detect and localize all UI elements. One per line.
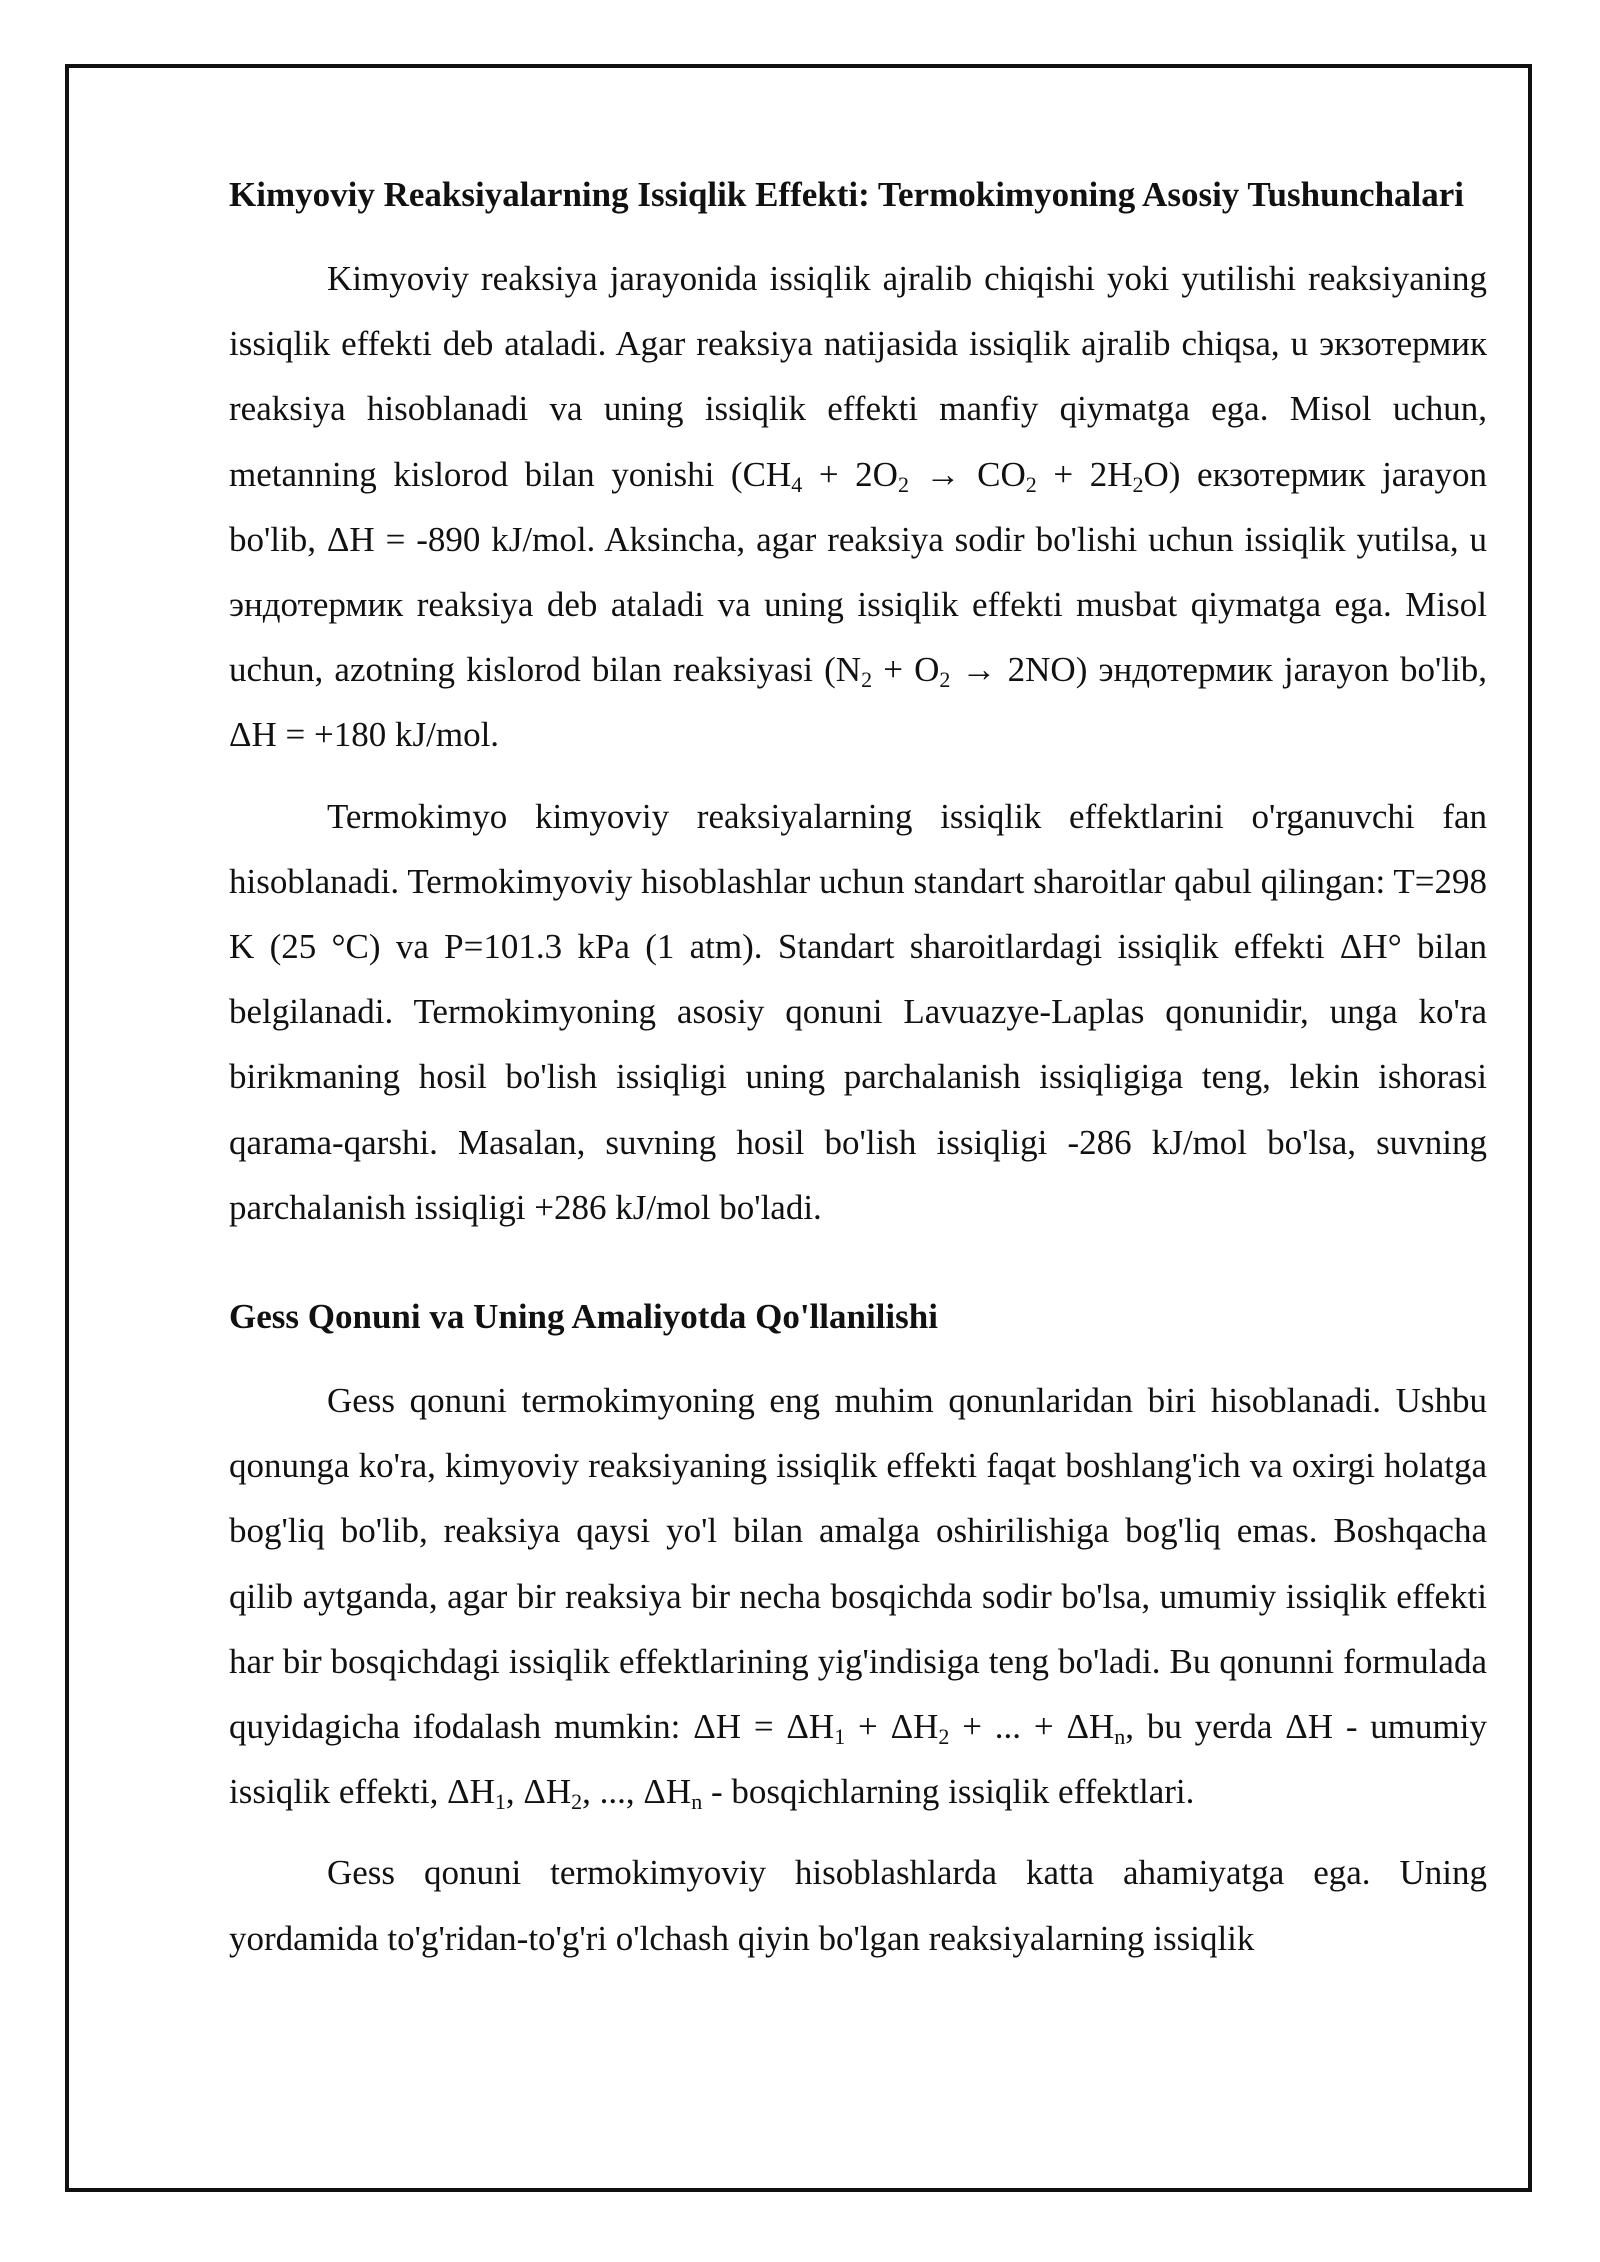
text-run: Kimyoviy reaksiya jarayonida issiqlik ajralib chiqishi yoki yutilishi reaksiyaning issiqlik effekti deb ataladi. Agar reaksiya natijasida issiqlik ajralib chiqsa, u экзотермик reaksiya hisoblanadi va uning issiqlik effekti manfiy qiymatga ega. Misol uchun, metanning kislorod bilan yonishi (CH xyxy=(229,259,1487,494)
document-body xyxy=(229,170,1487,1987)
text-run: , bu yerda ΔH - umumiy issiqlik effekti, ΔH xyxy=(229,1707,1487,1812)
subscript: 2 xyxy=(571,1789,583,1815)
section-heading-hess-law: Gess Qonuni va Uning Amaliyotda Qo'llanilishi xyxy=(229,1297,938,1337)
paragraph-hess-law xyxy=(229,1368,1487,1824)
subscript: 2 xyxy=(1025,471,1037,497)
subscript: 1 xyxy=(494,1789,506,1815)
paragraph-hess-application: Gess qonuni termokimyoviy hisoblashlarda katta ahamiyatga ega. Uning yordamida to'g'ridan-to'g'ri o'lchash qiyin bo'lgan reaksiyalarning issiqlik xyxy=(229,1853,1487,1958)
text-run: O) екзотермик jarayon bo'lib, ΔH = -890 kJ/mol. Aksincha, agar reaksiya sodir bo'lishi uchun issiqlik yutilsa, u эндотермик reaksiya deb ataladi va uning issiqlik effekti musbat qiymatga ega. Misol uchun, azotning kislorod bilan reaksiyasi (N xyxy=(229,454,1488,690)
text-run: , ..., ΔH xyxy=(582,1772,692,1812)
subscript: 2 xyxy=(939,667,951,693)
subscript: n xyxy=(691,1789,703,1815)
subscript: 2 xyxy=(1132,471,1144,497)
subscript: 2 xyxy=(861,667,873,693)
text-run: Gess qonuni termokimyoning eng muhim qonunlaridan biri hisoblanadi. Ushbu qonunga ko'ra, kimyoviy reaksiyaning issiqlik effekti faqat boshlang'ich va oxirgi holatga bog'liq bo'lib, reaksiya qaysi yo'l bilan amalga oshirilishiga bog'liq emas. Boshqacha qilib aytganda, agar bir reaksiya bir necha bosqichda sodir bo'lsa, umumiy issiqlik effekti har bir bosqichdagi issiqlik effektlarining yig'indisiga teng bo'ladi. Bu qonunni formulada quyidagicha ifodalash mumkin: ΔH = ΔH xyxy=(229,1381,1487,1747)
subscript: 2 xyxy=(938,1724,950,1750)
paragraph-standard-conditions: Termokimyo kimyoviy reaksiyalarning issiqlik effektlarini o'rganuvchi fan hisoblanadi. Termokimyoviy hisoblashlar uchun standart sharoitlar qabul qilingan: T=298 K (25 °C) va P=101.3 kPa (1 atm). Standart sharoitlardagi issiqlik effekti ΔH° bilan belgilanadi. Termokimyoning asosiy qonuni Lavuazye-Laplas qonunidir, unga ko'ra birikmaning hosil bo'lish issiqligi uning parchalanish issiqligiga teng, lekin ishorasi qarama-qarshi. Masalan, suvning hosil bo'lish issiqligi -286 kJ/mol bo'lsa, suvning parchalanish issiqligi +286 kJ/mol bo'ladi. xyxy=(229,796,1487,1227)
text-run: , ΔH xyxy=(505,1772,572,1812)
text-run: + ΔH xyxy=(845,1707,939,1747)
text-run: + ... + ΔH xyxy=(949,1707,1115,1747)
text-run: + 2O xyxy=(802,454,898,494)
text-run: + 2H xyxy=(1036,454,1133,494)
subscript: 4 xyxy=(791,471,803,497)
section-heading-thermochemistry: Kimyoviy Reaksiyalarning Issiqlik Effekti: Termokimyoning Asosiy Tushunchalari xyxy=(229,175,1465,214)
text-run: - bosqichlarning issiqlik effektlari. xyxy=(702,1772,1195,1812)
text-run: + O xyxy=(872,650,940,690)
subscript: n xyxy=(1114,1724,1126,1750)
subscript: 1 xyxy=(834,1724,846,1750)
text-run: → 2NO) эндотермик jarayon bo'lib, ΔH = +180 kJ/mol. xyxy=(229,650,1488,755)
text-run: → CO xyxy=(908,454,1026,494)
subscript: 2 xyxy=(897,471,909,497)
paragraph-heat-effect xyxy=(229,246,1487,768)
